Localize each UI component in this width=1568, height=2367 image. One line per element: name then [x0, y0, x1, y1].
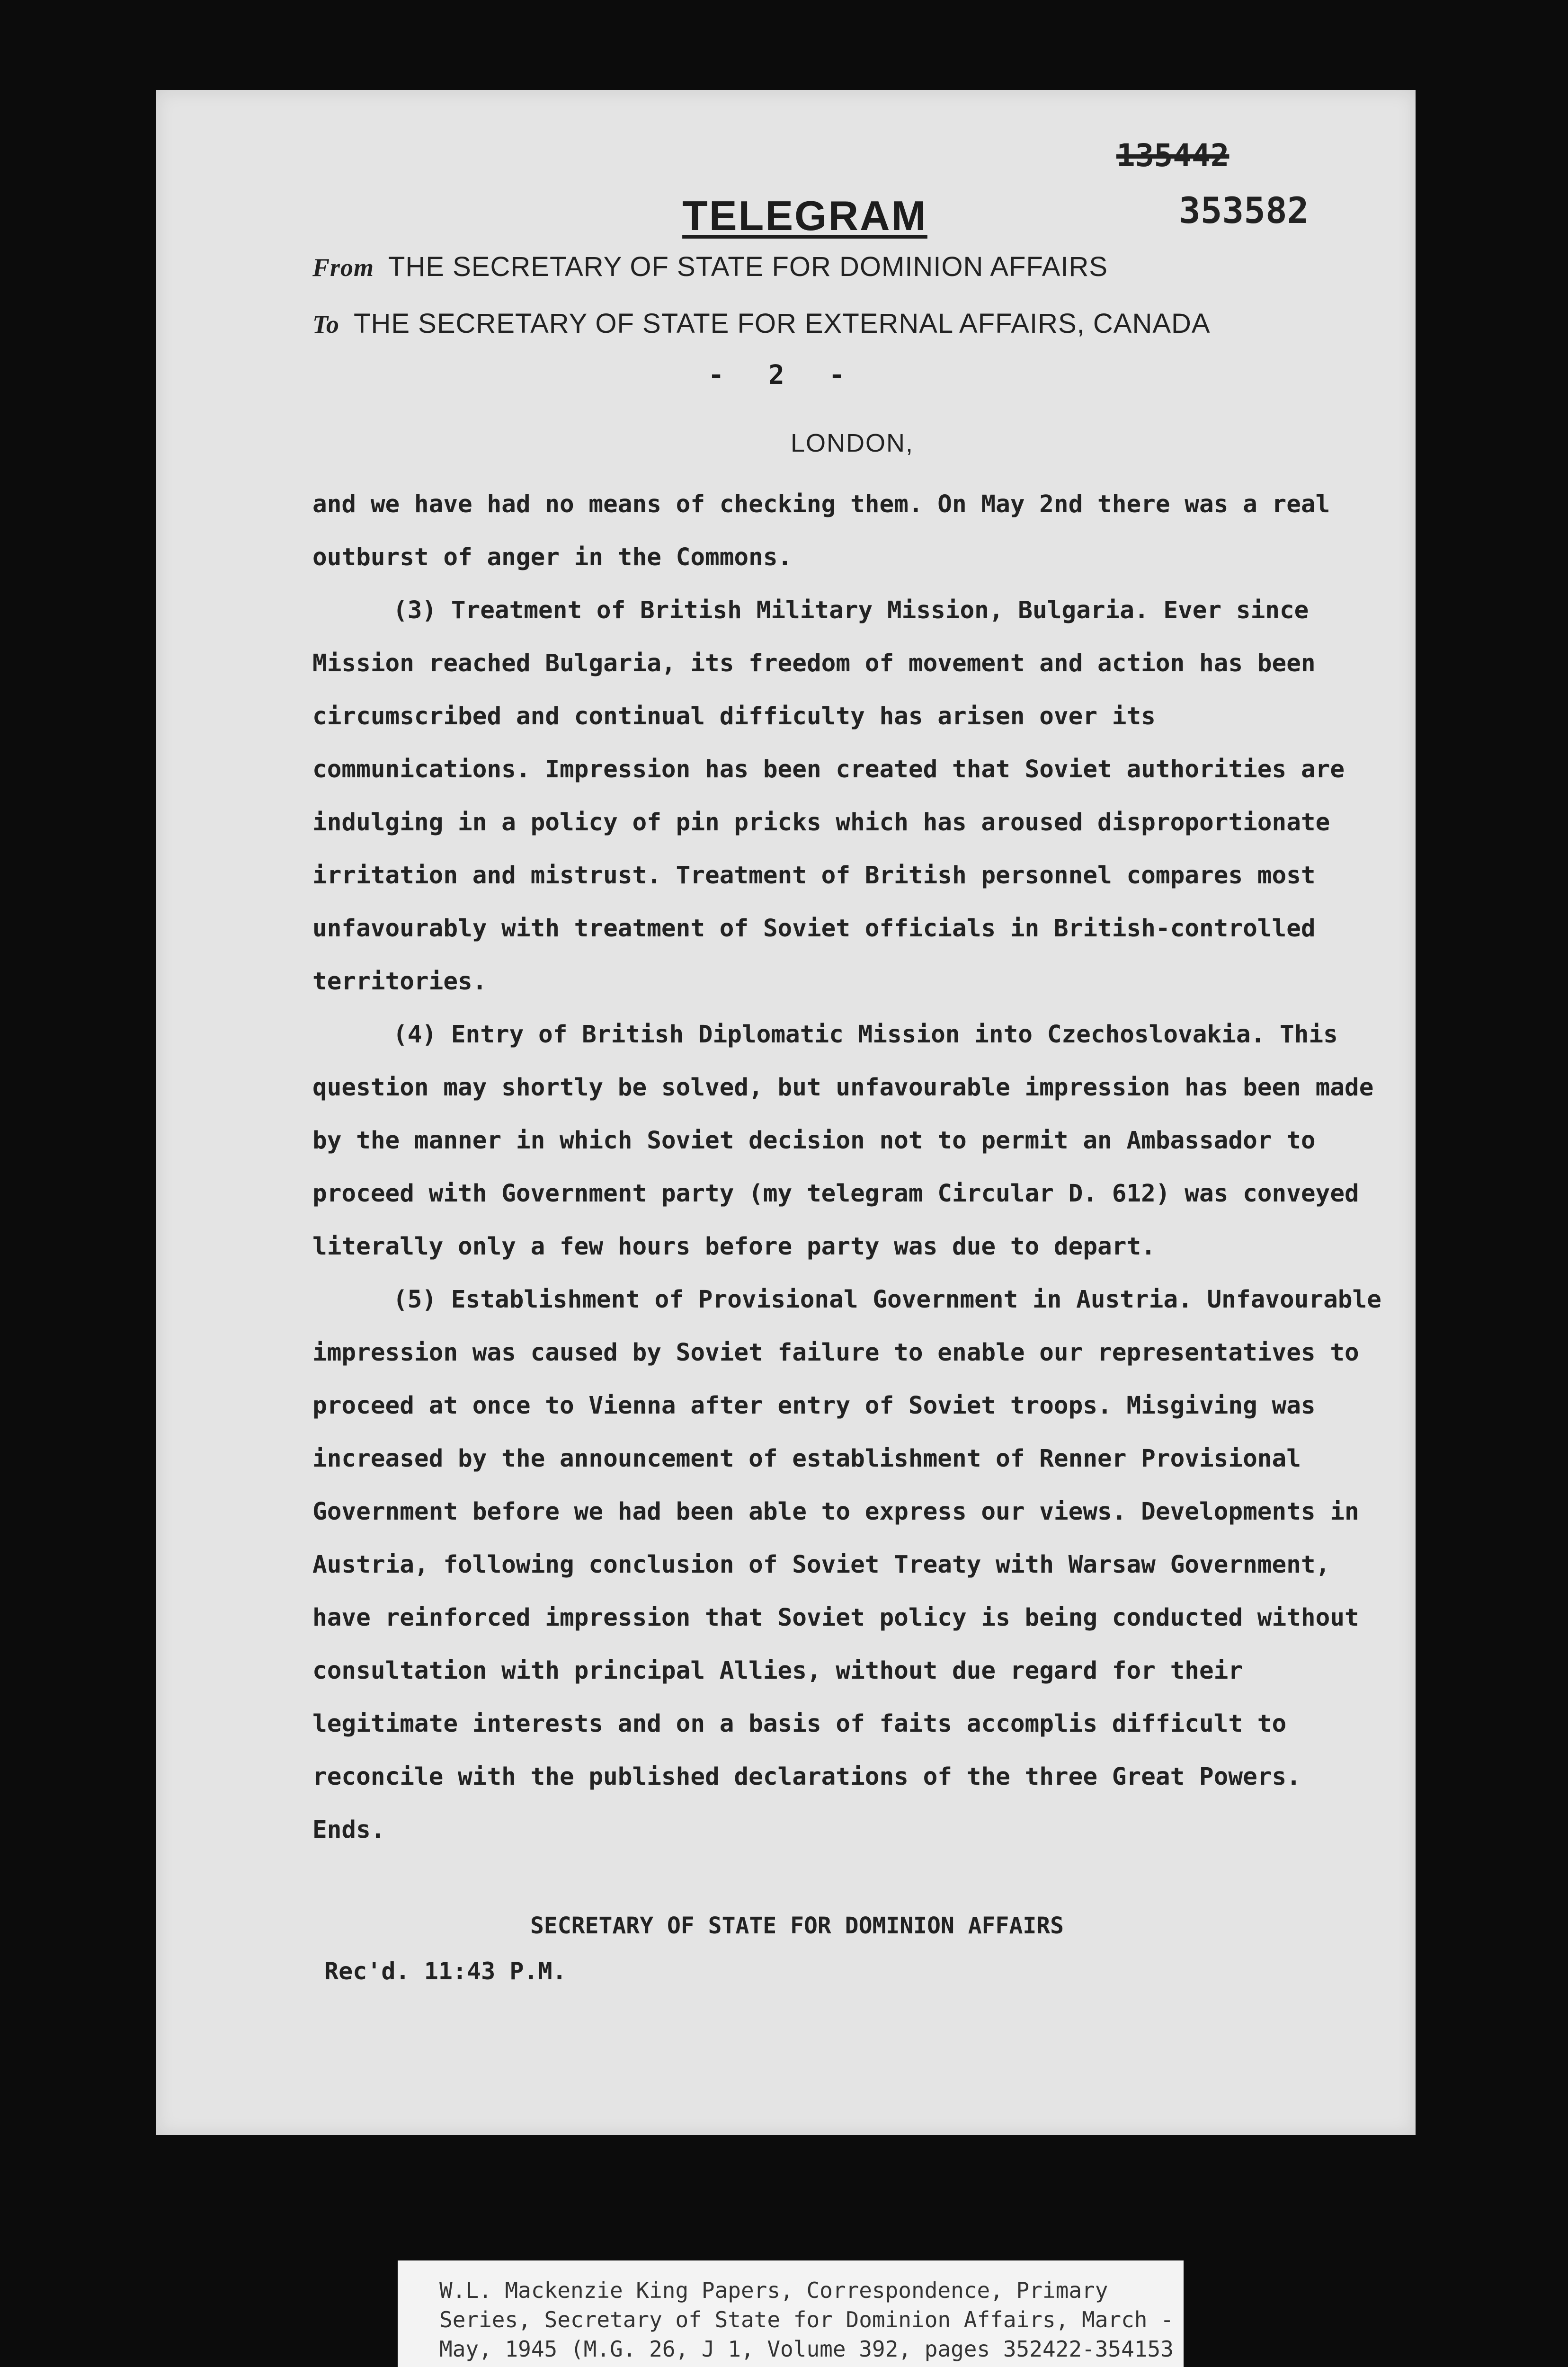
paragraph-5: (5) Establishment of Provisional Government in Austria. Unfavourable impression was caused by Soviet failure to enable our representatives to proceed at once to Vienna after entry of Soviet troops. Misgiving was increased by the announcement of establishment of Renner Provisional Government before we had been able to express our views. Developments in Austria, following conclusion of Soviet Treaty with Warsaw Government, have reinforced impression that Soviet policy is being conducted without consultation with principal Allies, without due regard for their legitimate interests and on a basis of faits accomplis difficult to reconcile with the published declarations of the three Great Powers. Ends. [312, 1286, 1381, 1844]
old-document-number: 135442 [1116, 137, 1229, 174]
paragraph-3: (3) Treatment of British Military Mission, Bulgaria. Ever since Mission reached Bulgaria, its freedom of movement and action has been circumscribed and continual difficulty has arisen over its communications. Impression has been created that Soviet authorities are indulging in a policy of pin pricks which has aroused disproportionate irritation and mistrust. Treatment of British personnel compares most unfavourably with treatment of Soviet officials in British-controlled territories. [312, 596, 1345, 996]
to-value: THE SECRETARY OF STATE FOR EXTERNAL AFFAIRS, CANADA [354, 308, 1211, 339]
from-line [312, 251, 1108, 283]
from-label: From [312, 253, 374, 282]
telegram-document [156, 90, 1416, 2135]
telegram-body [312, 478, 1387, 1857]
to-label: To [312, 310, 340, 338]
place-line: LONDON, [791, 429, 914, 457]
document-title: TELEGRAM [682, 192, 927, 239]
source-label [398, 2260, 1184, 2367]
paragraph-continuation: and we have had no means of checking them. On May 2nd there was a real outburst of anger in the Commons. [312, 490, 1330, 571]
signature: SECRETARY OF STATE FOR DOMINION AFFAIRS [530, 1913, 1064, 1939]
source-label-text: W.L. Mackenzie King Papers, Correspondence, Primary Series, Secretary of State for Dominion Affairs, March - May, 1945 (M.G. 26, J 1, Volume 392, pages 352422-354153 [439, 2278, 1174, 2362]
received-time: Rec'd. 11:43 P.M. [324, 1958, 567, 1985]
page-indicator: - 2 - [708, 360, 845, 391]
document-number: 353582 [1179, 189, 1309, 231]
to-line [312, 308, 1211, 339]
from-value: THE SECRETARY OF STATE FOR DOMINION AFFAIRS [388, 251, 1108, 282]
paragraph-4: (4) Entry of British Diplomatic Mission into Czechoslovakia. This question may shortly be solved, but unfavourable impression has been made by the manner in which Soviet decision not to permit an Ambassador to proceed with Government party (my telegram Circular D. 612) was conveyed literally only a few hours before party was due to depart. [312, 1021, 1374, 1261]
